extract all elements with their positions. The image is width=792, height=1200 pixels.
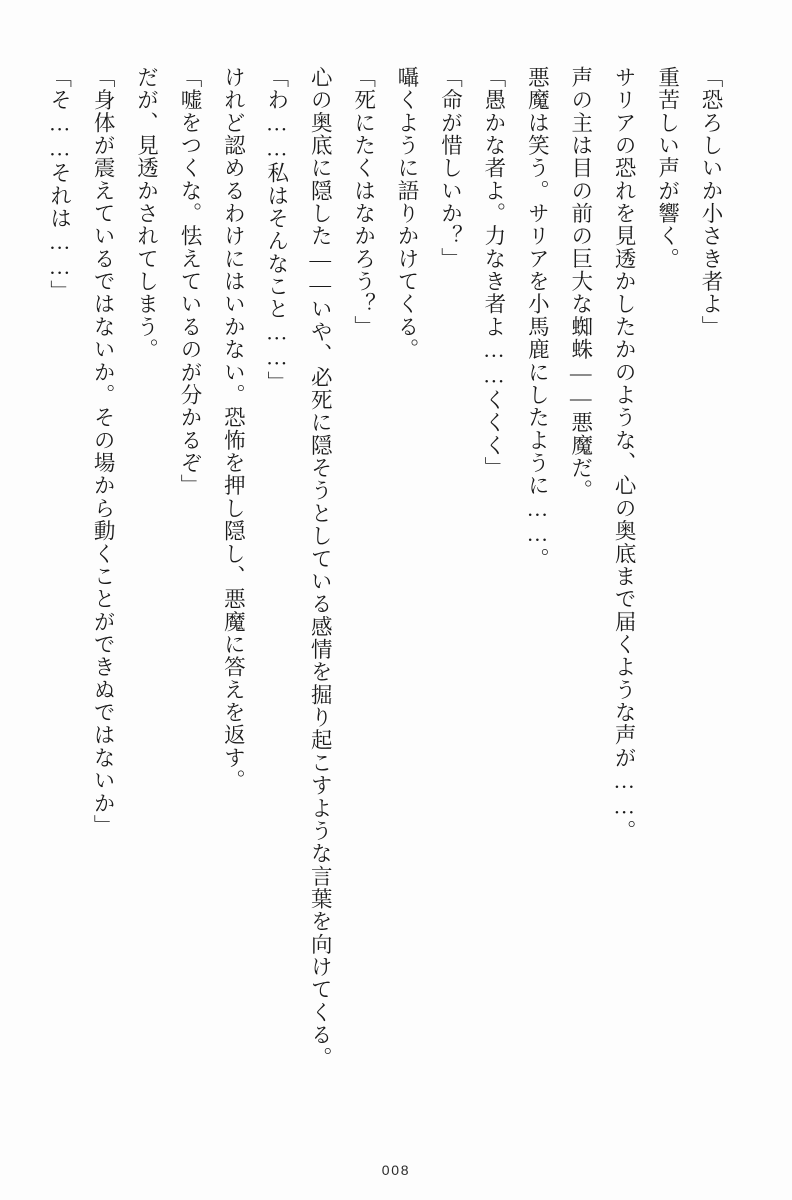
paragraph: サリアの恐れを見透かしたかのような、心の奥底まで届くような声が……。 [612, 66, 637, 843]
paragraph: 「命が惜しいか？」 [438, 66, 463, 271]
paragraph: 「わ……私はそんなこと……」 [264, 66, 289, 394]
paragraph: 声の主は目の前の巨大な蜘蛛――悪魔だ。 [568, 66, 593, 502]
paragraph: 「恐ろしいか小さき者よ」 [699, 66, 723, 339]
paragraph: 「身体が震えているではないか。その場から動くことができぬではないか」 [91, 66, 116, 838]
paragraph: 囁くように語りかけてくる。 [395, 66, 420, 361]
paragraph: 「死にたくはなかろう？」 [351, 66, 376, 339]
paragraph: 「そ……それは……」 [47, 66, 72, 303]
paragraph: だが、見透かされてしまう。 [134, 66, 159, 361]
paragraph: 「嘘をつくな。怯えているのが分かるぞ」 [177, 66, 202, 497]
novel-body-text [47, 66, 732, 1126]
paragraph: けれど認めるわけにはいかない。恐怖を押し隠し、悪魔に答えを返す。 [221, 66, 246, 792]
page-number: 008 [381, 1162, 411, 1178]
paragraph: 重苦しい声が響く。 [655, 66, 680, 271]
paragraph: 悪魔は笑う。サリアを小馬鹿にしたように……。 [525, 66, 550, 571]
paragraph: 心の奥底に隠した――いや、必死に隠そうとしている感情を掘り起こすような言葉を向けてくる。 [308, 66, 333, 1070]
paragraph: 「愚かな者よ。力なき者よ……くくく」 [481, 66, 506, 480]
